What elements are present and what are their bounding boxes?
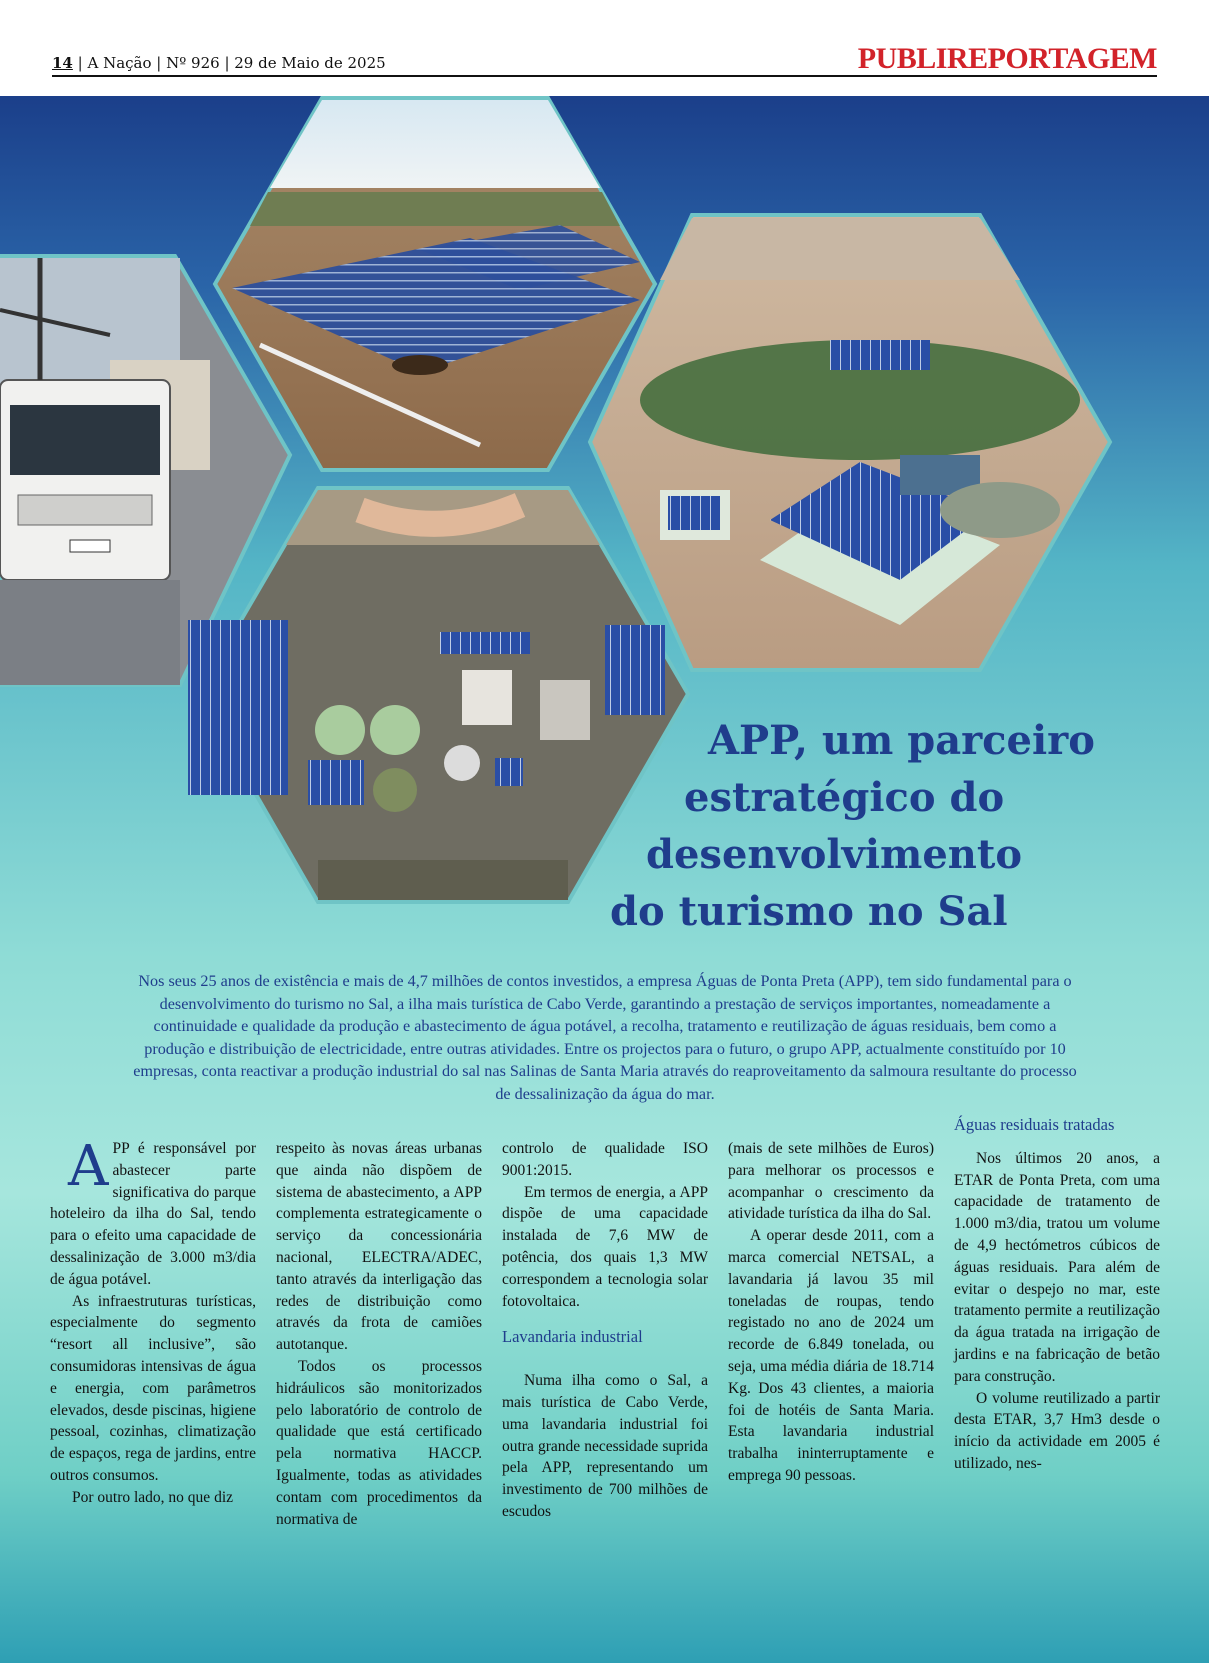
paragraph: controlo de qualidade ISO 9001:2015.: [502, 1140, 708, 1179]
column-5: [954, 1114, 1160, 1475]
column-2: [276, 1138, 482, 1530]
paragraph: respeito às novas áreas urbanas que ainda não dispõem de sistema de abastecimento, a APP complementa estrategicamente o serviço da concessionária nacional, ELECTRA/ADEC, tanto através da interligação das redes de distribuição como através da frota de camiões autotanque.: [276, 1140, 482, 1354]
article-title: [560, 712, 1100, 940]
section-label: PUBLIREPORTAGEM: [857, 42, 1157, 75]
paragraph: O volume reutilizado a partir desta ETAR, 3,7 Hm3 desde o início da actividade em 2005 é utilizado, nes-: [954, 1389, 1160, 1472]
dropcap: A: [68, 1134, 109, 1199]
paragraph: Por outro lado, no que diz: [72, 1488, 234, 1506]
title-line: do turismo no Sal: [610, 888, 1008, 935]
paragraph: Todos os processos hidráulicos são monitorizados pelo laboratório de controlo de qualidade que está certificado pela normativa HACCP. Igualmente, todas as atividades contam com procedimentos da normativa de: [276, 1357, 482, 1528]
issue-details: | A Nação | Nº 926 | 29 de Maio de 2025: [72, 54, 386, 72]
article-lead: Nos seus 25 anos de existência e mais de 4,7 milhões de contos investidos, a empresa Águas de Ponta Preta (APP), tem sido fundamental para o desenvolvimento do turismo no Sal, a ilha mais turística de Cabo Verde, garantindo a prestação de serviços importantes, nomeadamente a continuidade e qualidade da produção e abastecimento de água potável, a recolha, tratamento e reutilização de águas residuais, bem como a produção e distribuição de electricidade, entre outras atividades. Entre os projectos para o futuro, o grupo APP, actualmente constituído por 10 empresas, conta reactivar a produção industrial do sal nas Salinas de Santa Maria através do reaproveitamento da salmoura resultante do processo de dessalinização da água do mar.: [133, 972, 1077, 1103]
paragraph: Nos últimos 20 anos, a ETAR de Ponta Preta, com uma capacidade de tratamento de 1.000 m3/dia, tratou um volume de 4,9 hectómetros cúbicos de águas residuais. Para além de evitar o despejo no mar, este tratamento permite a reutilização da água tratada na irrigação de jardins e na fabricação de betão para construção.: [954, 1149, 1160, 1385]
page-number: 14: [52, 54, 73, 72]
treatment-plant-photo: [590, 215, 1110, 670]
issue-info: [52, 54, 386, 72]
paragraph: Numa ilha como o Sal, a mais turística de Cabo Verde, uma lavandaria industrial foi outra grande necessidade suprida pela APP, representando um investimento de 700 milhões de escudos: [502, 1372, 708, 1520]
page-header: [0, 0, 1209, 96]
column-1: [50, 1134, 256, 1509]
subhead-laundry: Lavandaria industrial: [502, 1327, 643, 1347]
paragraph: PP é responsável por abastecer parte significativa do parque hoteleiro da ilha do Sal, tendo para o efeito uma capacidade de dessalinização de 3.000 m3/dia de água potável.: [50, 1140, 256, 1288]
subhead-waste-water: Águas residuais tratadas: [954, 1115, 1115, 1134]
solar-farm-photo: [215, 98, 655, 470]
paragraph: A operar desde 2011, com a marca comercial NETSAL, a lavandaria já lavou 35 mil toneladas de roupas, tendo registado no ano de 2024 um recorde de 6.849 tonelada, ou seja, uma média diária de 18.714 Kg. Dos 43 clientes, a maioria foi de hotéis de Santa Maria. Esta lavandaria industrial trabalha ininterruptamente e emprega 90 pessoas.: [728, 1227, 934, 1484]
paragraph: Em termos de energia, a APP dispõe de uma capacidade instalada de 7,6 MW de potência, dos quais 1,3 MW correspondem a tecnologia solar fotovoltaica.: [502, 1183, 708, 1310]
title-line: desenvolvimento: [646, 831, 1023, 878]
paragraph: (mais de sete milhões de Euros) para melhorar os processos e acompanhar o crescimento da atividade turística da ilha do Sal.: [728, 1140, 934, 1223]
column-4: [728, 1138, 934, 1487]
title-line: APP, um parceiro: [708, 717, 1095, 764]
column-3: [502, 1138, 708, 1523]
paragraph: As infraestruturas turísticas, especialmente do segmento “resort all inclusive”, são consumidoras intensivas de água e energia, com parâmetros elevados, desde piscinas, higiene pessoal, cozinhas, climatização de espaços, rega de jardins, entre outros consumos.: [50, 1292, 256, 1484]
title-line: estratégico do: [684, 774, 1005, 821]
header-divider: [52, 75, 1157, 77]
